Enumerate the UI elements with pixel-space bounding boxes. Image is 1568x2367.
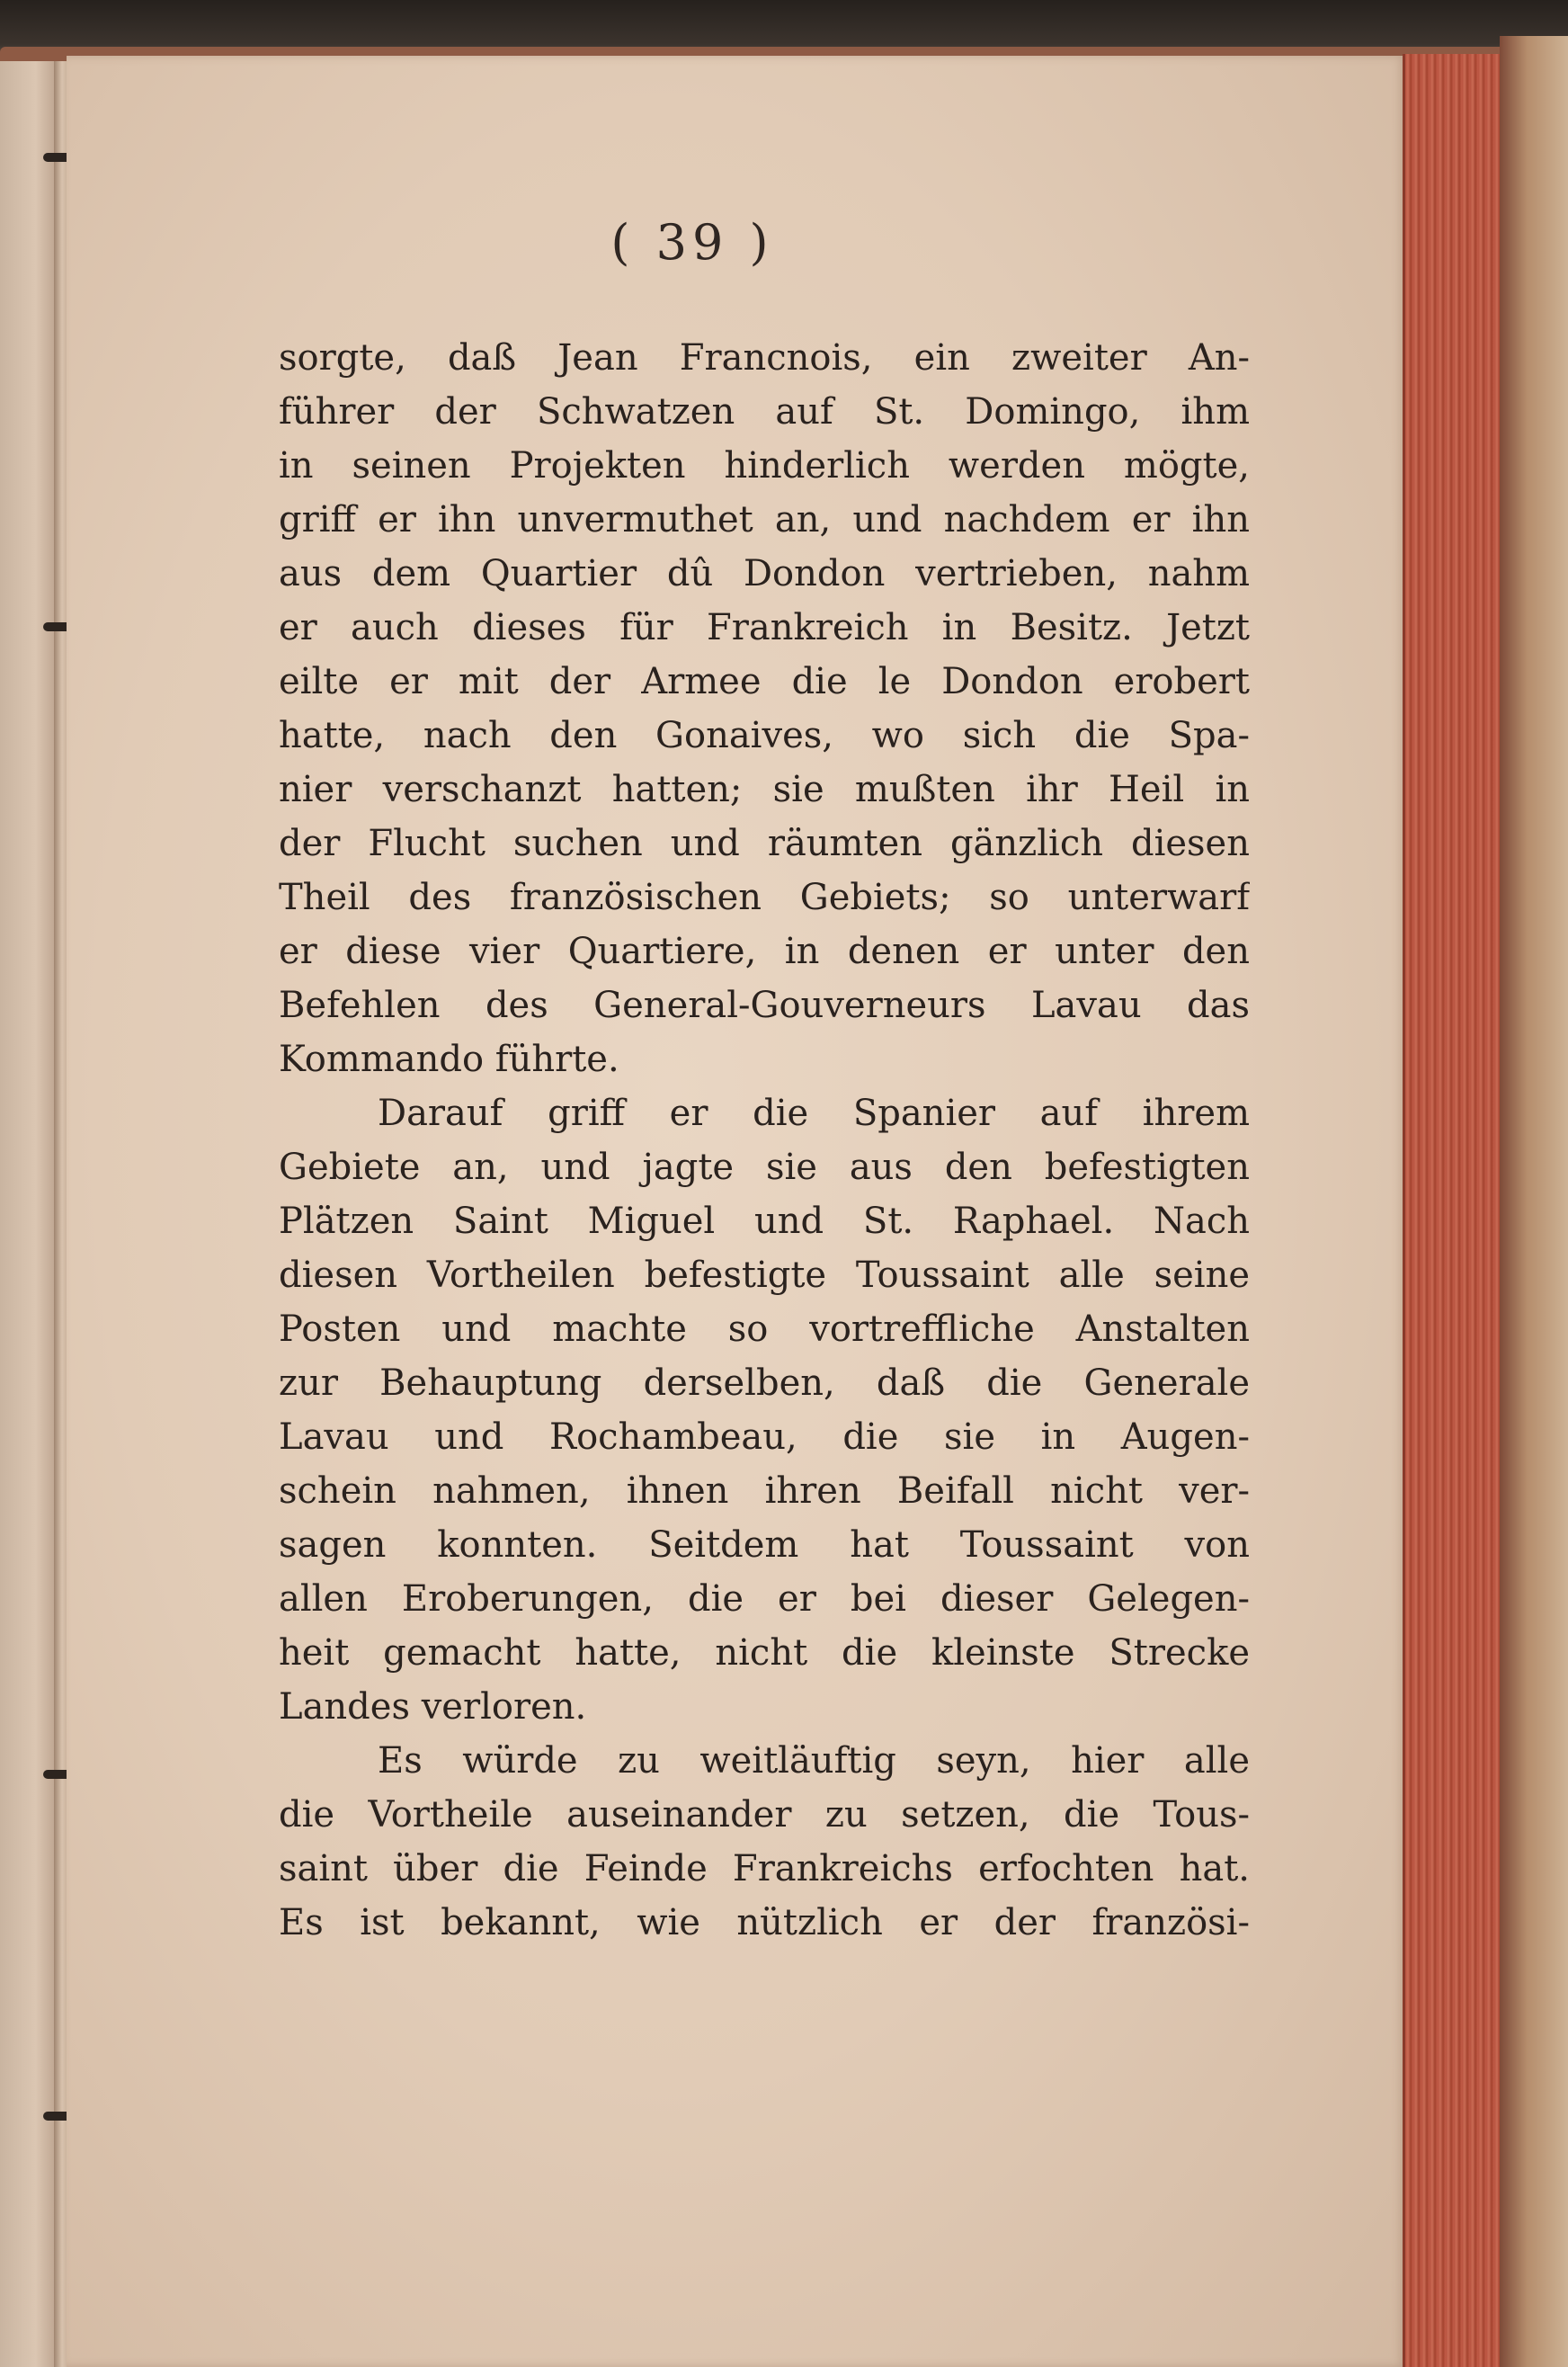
text-line: sorgte, daß Jean Francnois, ein zweiter An- [279, 337, 1250, 379]
text-line: hatte, nach den Gonaives, wo sich die Spa- [279, 715, 1250, 756]
text-line: Posten und machte so vortreffliche Anstalten [279, 1309, 1250, 1350]
text-line: diesen Vortheilen befestigte Toussaint alle seine [279, 1255, 1250, 1296]
text-line: sagen konnten. Seitdem hat Toussaint von [279, 1524, 1250, 1566]
page-number: ( 39 ) [610, 214, 774, 271]
text-line: er diese vier Quartiere, in denen er unter den [279, 931, 1250, 972]
text-line: griff er ihn unvermuthet an, und nachdem er ihn [279, 499, 1250, 540]
text-line: Lavau und Rochambeau, die sie in Augen- [279, 1416, 1250, 1458]
text-line: Kommando führte. [279, 1039, 619, 1080]
text-line: Darauf griff er die Spanier auf ihrem [378, 1093, 1250, 1134]
page-edges-red [1403, 54, 1504, 2367]
text-line: der Flucht suchen und räumten gänzlich diesen [279, 823, 1250, 864]
text-line: aus dem Quartier dû Dondon vertrieben, nahm [279, 553, 1250, 594]
text-line: Landes verloren. [279, 1686, 587, 1728]
text-line: schein nahmen, ihnen ihren Beifall nicht ver- [279, 1470, 1250, 1512]
body-text [279, 331, 1250, 1950]
text-line: allen Eroberungen, die er bei dieser Gelegen- [279, 1578, 1250, 1620]
text-line: heit gemacht hatte, nicht die kleinste Strecke [279, 1632, 1250, 1674]
text-line: saint über die Feinde Frankreichs erfochten hat. [279, 1848, 1250, 1889]
text-line: eilte er mit der Armee die le Dondon erobert [279, 661, 1250, 702]
text-line: Plätzen Saint Miguel und St. Raphael. Nach [279, 1201, 1250, 1242]
facing-page-left [0, 61, 59, 2367]
text-line: nier verschanzt hatten; sie mußten ihr Heil in [279, 769, 1250, 810]
text-line: Es würde zu weitläuftig seyn, hier alle [378, 1740, 1250, 1782]
text-line: Es ist bekannt, wie nützlich er der französi- [279, 1902, 1250, 1943]
text-line: er auch dieses für Frankreich in Besitz. Jetzt [279, 607, 1250, 648]
text-line: zur Behauptung derselben, daß die Generale [279, 1362, 1250, 1404]
text-line: Gebiete an, und jagte sie aus den befestigten [279, 1147, 1250, 1188]
text-line: Theil des französischen Gebiets; so unterwarf [279, 877, 1250, 918]
text-line: Befehlen des General-Gouverneurs Lavau das [279, 985, 1250, 1026]
text-line: führer der Schwatzen auf St. Domingo, ihm [279, 391, 1250, 433]
text-line: in seinen Projekten hinderlich werden mögte, [279, 445, 1250, 487]
text-line: die Vortheile auseinander zu setzen, die Tous- [279, 1794, 1250, 1836]
book-cover-right [1500, 36, 1568, 2367]
